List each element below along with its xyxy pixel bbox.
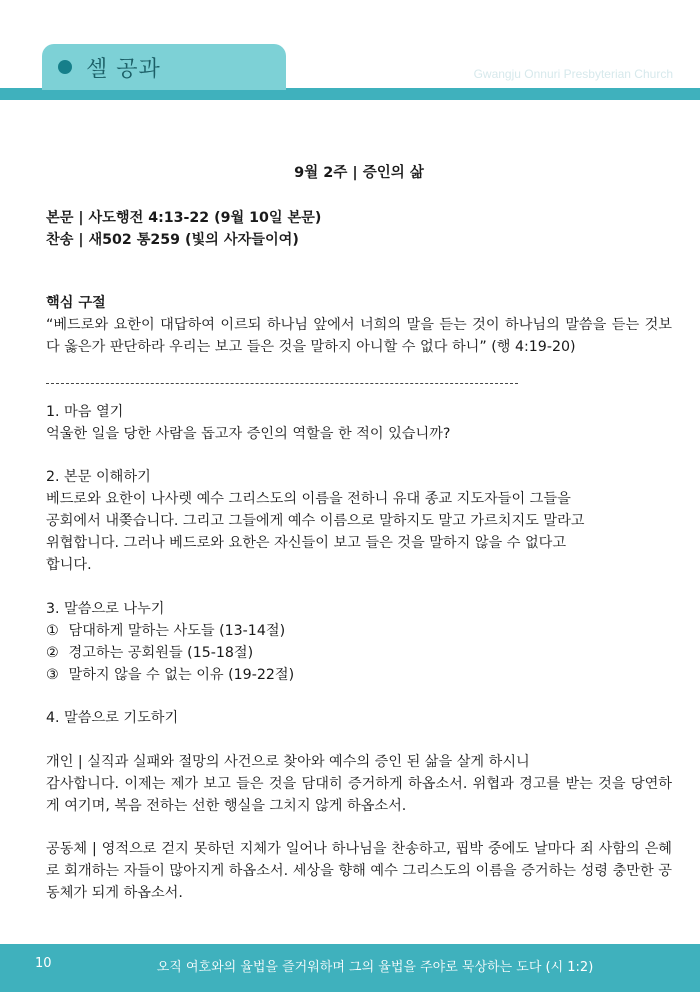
community-prayer-body: 공동체 | 영적으로 걷지 못하던 지체가 일어나 하나님을 찬송하고, 핍박 중에도 날마다 죄 사함의 은혜로 회개하는 자들이 많아지게 하옵소서. 세상을 향해 예수 그리스도의 이름을 증거하는 성령 충만한 공동체가 되게 하옵소서.	[46, 841, 672, 901]
section-sharing	[46, 598, 672, 686]
list-item-text: 담대하게 말하는 사도들 (13-14절)	[68, 623, 286, 639]
passage-line: 본문 | 사도행전 4:13-22 (9월 10일 본문)	[46, 210, 322, 226]
personal-prayer-body: 감사합니다. 이제는 제가 보고 들은 것을 담대히 증거하게 하옵소서. 위협과 경고를 받는 것을 당연하게 여기며, 복음 전하는 선한 행실을 그치지 않게 하옵소서.	[46, 776, 672, 814]
header-tab	[42, 44, 286, 90]
key-verse-text: “베드로와 요한이 대답하여 이르되 하나님 앞에서 너희의 말을 듣는 것이 하나님의 말씀을 듣는 것보다 옳은가 판단하라 우리는 보고 들은 것을 말하지 아니할 수 없다 하니” (행 4:19-20)	[46, 317, 672, 355]
section1-heading: 1. 마음 열기	[46, 404, 124, 420]
circled-number-2: ②	[46, 645, 59, 661]
section3-heading: 3. 말씀으로 나누기	[46, 601, 165, 617]
list-item	[46, 642, 672, 664]
church-name: Gwangju Onnuri Presbyterian Church	[473, 67, 673, 81]
circled-number-3: ③	[46, 667, 59, 683]
circled-number-1: ①	[46, 623, 59, 639]
personal-prayer	[46, 751, 672, 817]
section-prayer	[46, 707, 672, 729]
community-prayer	[46, 838, 672, 904]
key-verse-heading: 핵심 구절	[46, 295, 106, 311]
list-item	[46, 620, 672, 642]
key-verse	[46, 292, 672, 358]
lesson-title: 9월 2주 | 증인의 삶	[294, 165, 424, 181]
section4-heading: 4. 말씀으로 기도하기	[46, 710, 179, 726]
section2-line: 베드로와 요한이 나사렛 예수 그리스도의 이름을 전하니 유대 종교 지도자들이 그들을	[46, 491, 571, 507]
list-item-text: 경고하는 공회원들 (15-18절)	[68, 645, 254, 661]
section1-body: 억울한 일을 당한 사람을 돕고자 증인의 역할을 한 적이 있습니까?	[46, 426, 451, 442]
page-number: 10	[35, 956, 52, 971]
hymn-line: 찬송 | 새502 통259 (빛의 사자들이여)	[46, 232, 299, 248]
section2-heading: 2. 본문 이해하기	[46, 469, 151, 485]
list-item-text: 말하지 않을 수 없는 이유 (19-22절)	[68, 667, 295, 683]
section-understanding	[46, 466, 672, 576]
section2-line: 공회에서 내쫒습니다. 그리고 그들에게 예수 이름으로 말하지도 말고 가르치지도 말라고	[46, 513, 585, 529]
scripture-info	[46, 207, 672, 251]
section2-line: 합니다.	[46, 557, 92, 573]
footer-verse: 오직 여호와의 율법을 즐거워하며 그의 율법을 주야로 묵상하는 도다 (시 1:2)	[156, 960, 594, 975]
section2-line: 위협합니다. 그러나 베드로와 요한은 자신들이 보고 들은 것을 말하지 않을 수 없다고	[46, 535, 567, 551]
list-item	[46, 664, 672, 686]
divider	[46, 383, 518, 384]
tab-title: 셀 공과	[86, 57, 161, 82]
personal-prayer-first-line: 개인 | 실직과 실패와 절망의 사건으로 찾아와 예수의 증인 된 삶을 살게 하시니	[46, 754, 530, 770]
footer	[0, 944, 700, 992]
section-open-heart	[46, 401, 672, 445]
bullet-dot-icon	[58, 60, 72, 74]
